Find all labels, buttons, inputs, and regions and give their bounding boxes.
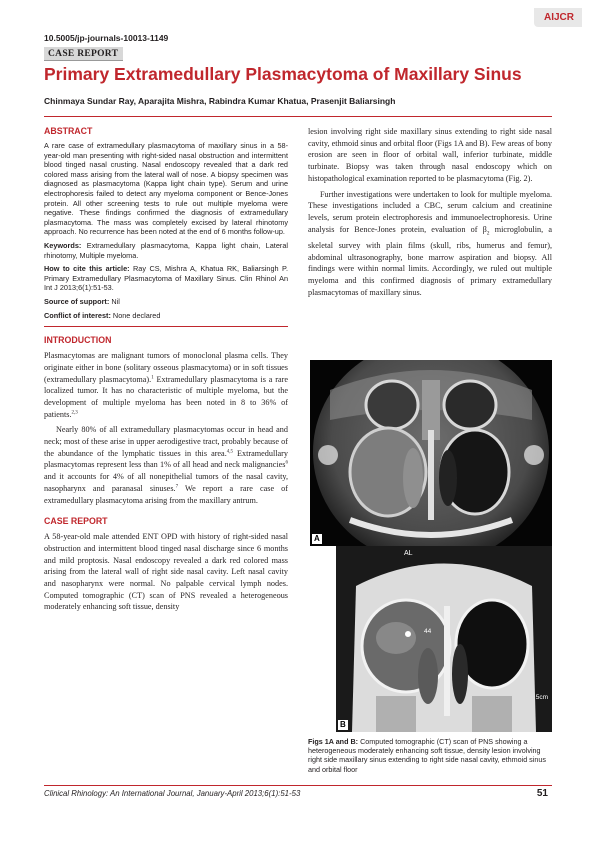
abstract-rule bbox=[44, 326, 288, 327]
abstract-heading: ABSTRACT bbox=[44, 126, 93, 136]
figure-caption bbox=[308, 737, 552, 774]
caption-text: Computed tomographic (CT) scan of PNS showing a heterogeneous moderately enhancing soft tissue, density lesion involving right side maxillary sinus extending to right side nasal cavity, ethmoid sinus and orbital floor bbox=[308, 737, 546, 774]
header-rule bbox=[44, 116, 552, 117]
ct-axial-drawing bbox=[336, 546, 552, 732]
case-report-heading: CASE REPORT bbox=[44, 516, 108, 527]
keywords-label: Keywords: bbox=[44, 240, 82, 250]
introduction-paragraph-1: Plasmacytomas are malignant tumors of monoclonal plasma cells. They originate either in bone (solitary osseous plasmacytoma) or in soft tissues (extramedullary plasmacytoma).$^1$ Extramedullary plasmacytoma is a rare localized tumor. It has no characteristic of multiple myeloma, but the development of multiple myeloma has been noted in 8 to 36% of patients.$^{2,3}$ bbox=[44, 351, 288, 419]
journal-footer: Clinical Rhinology: An International Journal, January-April 2013;6(1):51-53 bbox=[44, 789, 301, 798]
doi: 10.5005/jp-journals-10013-1149 bbox=[44, 33, 169, 43]
abstract-text: A rare case of extramedullary plasmacytoma of maxillary sinus in a 58-year-old man presenting with right-sided nasal obstruction and intermittent blood tinged nasal crusting. Nasal endoscopy revealed that a dark red colored mass arising from the lateral wall of nose. A biopsy specimen was diagnosed as plasmacytoma (Kappa light chain type). Serum and urine electrophoresis failed to detect any myeloma component or Bence-Jones protein. All other screening tests to rule out multiple myeloma were negative. These findings confirmed the diagnosis of extramedullary plasmacytoma. The mass was completely excised by lateral rhinotomy approach. No recurrence has been noted at the end of 6 months follow-up. bbox=[44, 141, 288, 237]
conflict-text: None declared bbox=[112, 310, 161, 320]
ct-scale-label: 5cm bbox=[535, 694, 548, 701]
introduction-heading: INTRODUCTION bbox=[44, 335, 112, 346]
ct-image-axial bbox=[336, 546, 552, 732]
source-of-support bbox=[44, 297, 288, 307]
introduction-paragraph-2: Nearly 80% of all extramedullary plasmacytomas occur in head and neck; most of these arise in upper aerodigestive tract, probably because of the abundance of the lymphatic tissues in this area.$^{4,5}$ Extramedullary plasmacytomas represent less than 1% of all head and neck malignancies$^6$ and it accounts for 4% of all nonepithelial tumors of the nasal cavity, nasopharynx and paranasal sinuses.$^7$ We report a rare case of extramedullary plasmacytoma arising from the maxillary antrum. bbox=[44, 425, 288, 505]
citation-text: Ray CS, Mishra A, Khatua RK, Baliarsingh P. Primary Extramedullary Plasmacytoma of Maxillary Sinus. Clin Rhinol An Int J 2013;6(1):51-53. bbox=[44, 264, 289, 293]
case-report-paragraph: A 58-year-old male attended ENT OPD with history of right-sided nasal obstruction and intermittent blood tinged nasal discharge since 6 months and mild proptosis. Nasal endoscopy revealed a dark red colored mass arising from the lateral wall of right side nasal cavity. Left nasal cavity and nasopharynx were normal. No palpable cervical lymph nodes. Computed tomographic (CT) scan of PNS revealed a heterogeneous moderately enhancing soft tissue, density bbox=[44, 532, 288, 612]
figure-label-b: B bbox=[340, 720, 346, 729]
citation-label: How to cite this article: bbox=[44, 264, 130, 274]
keywords-text: Extramedullary plasmacytoma, Kappa light chain, Lateral rhinotomy, Multiple myeloma. bbox=[44, 240, 288, 260]
right-paragraph-2: Further investigations were undertaken to look for multiple myeloma. These investigations included a CBC, serum calcium and creatinine levels, serum protein electrophoresis and immunoelectrophoresis. Urine analysis for Bence-Jones protein, evaluation of $\beta_2$ microglobulin, a skeletal survey with plain films (skull, ribs, humerus and femur), abdominal ultrasonography, bone marrow aspiration and biopsy. All findings were within normal limits. Accordingly, we ruled out multiple myeloma and this confirmed diagnosis of primary extramedullary plasmacytomas of maxillary sinus. bbox=[308, 189, 552, 297]
article-title: Primary Extramedullary Plasmacytoma of Maxillary Sinus bbox=[44, 64, 522, 84]
support-label: Source of support: bbox=[44, 296, 110, 306]
caption-label: Figs 1A and B: bbox=[308, 737, 359, 746]
author-list: Chinmaya Sundar Ray, Aparajita Mishra, Rabindra Kumar Khatua, Prasenjit Baliarsingh bbox=[44, 96, 396, 106]
footer-rule bbox=[44, 785, 552, 786]
left-column bbox=[44, 126, 288, 613]
abstract-block bbox=[44, 141, 288, 320]
ct-orientation-label: AL bbox=[404, 550, 413, 557]
ct-measure-value: 44 bbox=[424, 628, 432, 635]
ct-image-coronal bbox=[310, 360, 552, 546]
journal-tag: AIJCR bbox=[534, 8, 582, 27]
keywords bbox=[44, 241, 288, 260]
right-paragraph-1: lesion involving right side maxillary sinus extending to right side nasal cavity, ethmoid sinus and orbital floor (Figs 1A and B). Few areas of bony erosion are seen in floor of orbital wall, inferior turbinate, middle turbinate. Biopsy was taken through nasal endoscopy which on histopathological examination reported to be plasmacytoma (Fig. 2). bbox=[308, 127, 552, 183]
right-column-body bbox=[308, 126, 552, 298]
ct-coronal-drawing bbox=[310, 360, 552, 546]
conflict-label: Conflict of interest: bbox=[44, 310, 111, 320]
conflict-of-interest bbox=[44, 311, 288, 321]
page-number: 51 bbox=[536, 788, 548, 799]
case-report-body bbox=[44, 531, 288, 613]
figure-label-a: A bbox=[314, 534, 320, 543]
support-text: Nil bbox=[111, 296, 120, 306]
section-label: CASE REPORT bbox=[44, 47, 123, 61]
right-column bbox=[308, 126, 552, 298]
introduction-body bbox=[44, 350, 288, 506]
citation bbox=[44, 264, 288, 293]
